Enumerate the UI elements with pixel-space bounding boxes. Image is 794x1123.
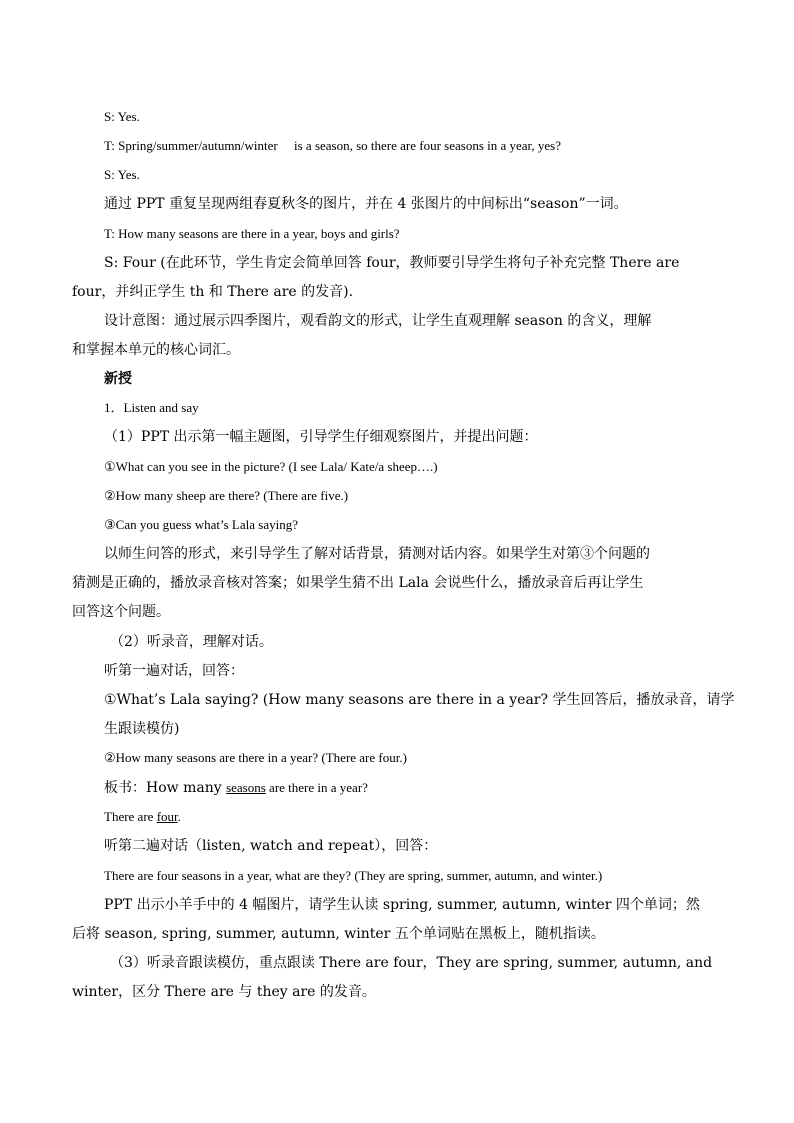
design-intent-line: 设计意图：通过展示四季图片，观看韵文的形式，让学生直观理解 season 的含义，理解 <box>104 313 652 329</box>
subsection-heading: 1．Listen and say <box>104 400 199 415</box>
question-line: ③Can you guess what’s Lala saying? <box>104 517 298 532</box>
blackboard-text: . <box>177 809 181 824</box>
paragraph-line: 通过 PPT 重复呈现两组春夏秋冬的图片，并在 4 张图片的中间标出“season”一词。 <box>104 196 628 212</box>
blackboard-text: There are <box>104 809 157 824</box>
blackboard-label: 板书：How many <box>104 780 227 796</box>
section-heading: 新授 <box>104 371 132 387</box>
question-line: ②How many sheep are there? (There are five.) <box>104 488 349 503</box>
question-line: There are four seasons in a year, what are they? (They are spring, summer, autumn, and winter.) <box>104 868 603 883</box>
dialog-line: T: How many seasons are there in a year, boys and girls? <box>104 226 400 241</box>
paragraph-line: 听第一遍对话，回答： <box>104 663 244 679</box>
blackboard-text: are there in a year? <box>265 780 368 795</box>
underlined-word: four <box>156 809 178 824</box>
paragraph-line: 听第二遍对话（listen, watch and repeat），回答： <box>104 838 438 854</box>
underlined-word: seasons <box>226 780 266 795</box>
paragraph-line: （1）PPT 出示第一幅主题图，引导学生仔细观察图片，并提出问题： <box>104 429 538 445</box>
question-line: 生跟读模仿) <box>104 721 180 737</box>
question-line: ②How many seasons are there in a year? (There are four.) <box>104 750 407 765</box>
dialog-line: T: Spring/summer/autumn/winter is a season, so there are four seasons in a year, yes? <box>104 138 561 153</box>
question-line: ①What can you see in the picture? (I see Lala/ Kate/a sheep….) <box>104 459 438 474</box>
paragraph-line: four，并纠正学生 th 和 There are 的发音). <box>72 284 354 300</box>
question-line: ①What’s Lala saying? (How many seasons are there in a year? 学生回答后，播放录音，请学 <box>104 692 735 708</box>
paragraph-line: winter，区分 There are 与 they are 的发音。 <box>72 984 376 1000</box>
paragraph-line: 猜测是正确的，播放录音核对答案；如果学生猜不出 Lala 会说些什么，播放录音后再让学生 <box>72 575 644 591</box>
paragraph-line: S: Four (在此环节，学生肯定会简单回答 four，教师要引导学生将句子补充完整 There are <box>104 255 680 271</box>
paragraph-line: PPT 出示小羊手中的 4 幅图片，请学生认读 spring, summer, autumn, winter 四个单词；然 <box>104 897 700 913</box>
paragraph-line: （3）听录音跟读模仿，重点跟读 There are four，They are spring, summer, autumn, and <box>110 955 713 971</box>
dialog-line: S: Yes. <box>104 167 140 182</box>
paragraph-line: 以师生问答的形式，来引导学生了解对话背景，猜测对话内容。如果学生对第③个问题的 <box>104 546 650 562</box>
design-intent-line: 和掌握本单元的核心词汇。 <box>72 342 240 358</box>
paragraph-line: 回答这个问题。 <box>72 604 170 620</box>
paragraph-line: （2）听录音，理解对话。 <box>110 634 273 650</box>
blackboard-line <box>104 778 368 798</box>
blackboard-line <box>104 807 181 827</box>
paragraph-line: 后将 season, spring, summer, autumn, winter 五个单词贴在黑板上，随机指读。 <box>72 926 605 942</box>
dialog-line: S: Yes. <box>104 109 140 124</box>
